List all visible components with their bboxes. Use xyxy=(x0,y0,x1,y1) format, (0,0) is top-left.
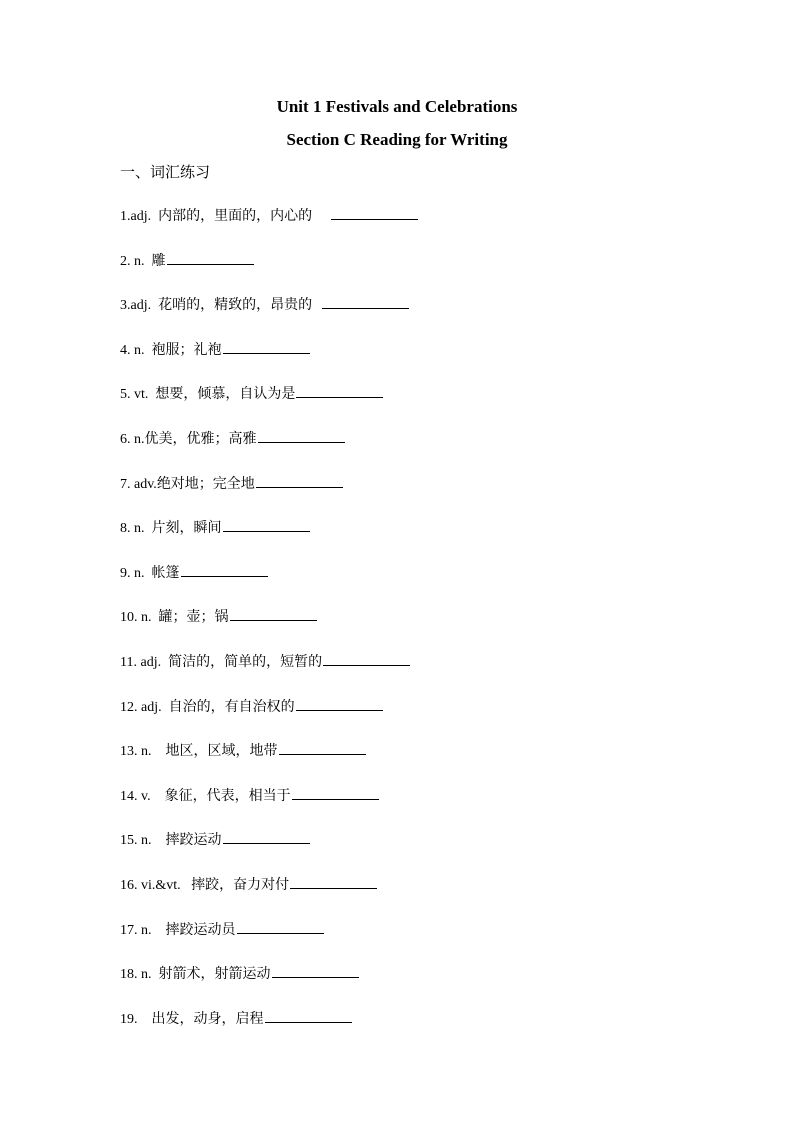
item-prefix: 2. n. xyxy=(120,253,152,269)
vocab-item xyxy=(120,740,418,785)
answer-blank[interactable] xyxy=(223,339,310,354)
answer-blank[interactable] xyxy=(290,874,377,889)
item-meaning: 地区，区域，地带 xyxy=(165,743,278,760)
answer-blank[interactable] xyxy=(258,428,345,443)
item-prefix: 15. n. xyxy=(120,833,166,849)
item-prefix: 4. n. xyxy=(120,342,152,358)
answer-blank[interactable] xyxy=(167,250,254,265)
item-prefix: 7. adv. xyxy=(120,476,157,492)
item-prefix: 5. vt. xyxy=(120,387,156,403)
answer-blank[interactable] xyxy=(223,829,310,844)
answer-blank[interactable] xyxy=(323,651,410,666)
item-prefix: 8. n. xyxy=(120,521,152,537)
item-prefix: 16. vi.&vt. xyxy=(120,877,192,893)
item-prefix: 3.adj. xyxy=(120,298,159,314)
item-prefix: 10. n. xyxy=(120,610,159,626)
item-meaning: 射箭术，射箭运动 xyxy=(158,966,271,983)
item-prefix: 1.adj. xyxy=(120,209,159,224)
vocab-item xyxy=(120,250,418,295)
vocab-item xyxy=(120,829,418,874)
answer-blank[interactable] xyxy=(296,696,383,711)
answer-blank[interactable] xyxy=(230,606,317,621)
item-meaning: 想要，倾慕，自认为是 xyxy=(155,386,296,403)
vocab-item xyxy=(120,651,418,696)
item-prefix: 14. v. xyxy=(120,788,165,804)
item-meaning: 片刻，瞬间 xyxy=(151,520,222,537)
answer-blank[interactable] xyxy=(292,785,379,800)
item-meaning: 出发，动身，启程 xyxy=(151,1010,264,1027)
answer-blank[interactable] xyxy=(279,740,366,755)
item-meaning: 自治的，有自治权的 xyxy=(168,698,295,715)
item-prefix: 9. n. xyxy=(120,565,152,581)
vocab-item xyxy=(120,383,418,428)
item-meaning: 摔跤，奋力对付 xyxy=(191,876,290,893)
answer-blank[interactable] xyxy=(296,383,383,398)
unit-title: Unit 1 Festivals and Celebrations xyxy=(276,97,518,116)
vocab-item xyxy=(120,874,418,919)
answer-blank[interactable] xyxy=(223,517,310,532)
item-prefix: 19. xyxy=(120,1011,152,1027)
vocabulary-list xyxy=(120,205,418,1052)
answer-blank[interactable] xyxy=(322,294,409,309)
item-meaning: 绝对地；完全地 xyxy=(156,475,255,492)
vocab-item xyxy=(120,339,418,384)
item-prefix: 18. n. xyxy=(120,967,159,983)
item-meaning: 简洁的，简单的，短暂的 xyxy=(168,653,323,670)
item-prefix: 6. n. xyxy=(120,431,145,447)
item-meaning: 摔跤运动 xyxy=(165,832,222,849)
item-meaning: 摔跤运动员 xyxy=(165,921,236,938)
item-meaning: 袍服；礼袍 xyxy=(151,341,222,358)
item-meaning: 花哨的，精致的，昂贵的 xyxy=(158,297,322,314)
item-meaning: 象征，代表，相当于 xyxy=(164,787,291,804)
vocab-item xyxy=(120,294,418,339)
item-meaning: 优美，优雅；高雅 xyxy=(144,430,257,447)
answer-blank[interactable] xyxy=(256,473,343,488)
vocab-item xyxy=(120,696,418,741)
item-meaning: 帐篷 xyxy=(151,564,180,581)
answer-blank[interactable] xyxy=(265,1008,352,1023)
item-prefix: 11. adj. xyxy=(120,654,169,670)
answer-blank[interactable] xyxy=(237,919,324,934)
vocab-item xyxy=(120,785,418,830)
item-meaning: 罐；壶；锅 xyxy=(158,609,229,626)
item-meaning: 内部的，里面的，内心的 xyxy=(158,208,330,224)
vocab-item xyxy=(120,517,418,562)
item-prefix: 13. n. xyxy=(120,744,166,760)
vocab-item xyxy=(120,919,418,964)
vocabulary-heading: 一、词汇练习 xyxy=(120,163,211,181)
vocab-item xyxy=(120,562,418,607)
vocab-item xyxy=(120,428,418,473)
item-meaning: 雕 xyxy=(151,252,166,269)
vocab-item xyxy=(120,1008,418,1053)
vocab-item xyxy=(120,963,418,1008)
item-prefix: 12. adj. xyxy=(120,699,169,715)
answer-blank[interactable] xyxy=(181,562,268,577)
answer-blank[interactable] xyxy=(272,963,359,978)
vocab-item xyxy=(120,473,418,518)
answer-blank[interactable] xyxy=(331,205,418,220)
vocab-item xyxy=(120,205,418,250)
item-prefix: 17. n. xyxy=(120,922,166,938)
vocab-item xyxy=(120,606,418,651)
section-title: Section C Reading for Writing xyxy=(286,130,508,149)
